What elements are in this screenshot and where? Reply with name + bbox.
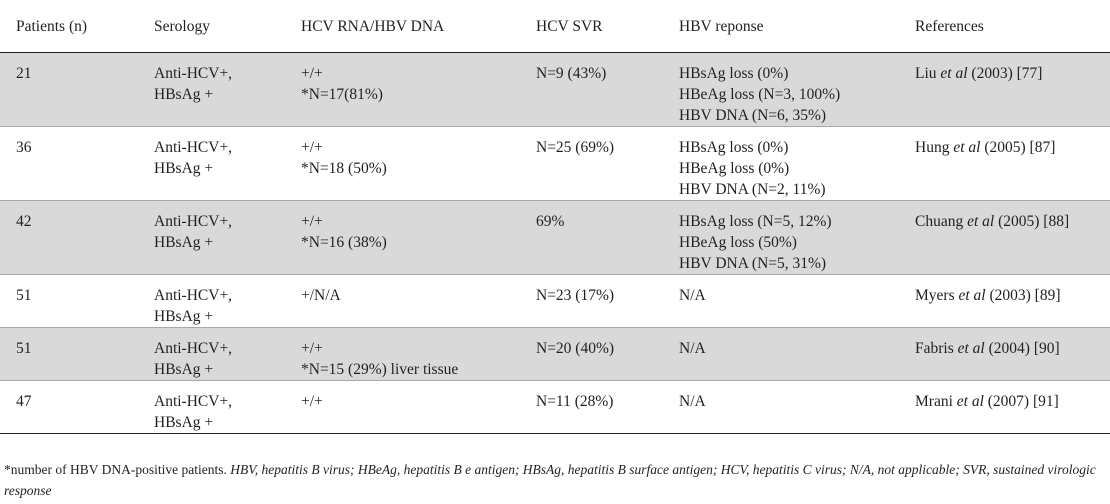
- cell-hbv-response-line: N/A: [679, 392, 706, 410]
- cell-patients: 42: [0, 200, 138, 274]
- cell-serology-line: HBsAg +: [154, 233, 214, 251]
- cell-rna-dna: [285, 200, 520, 274]
- reference-author: Fabris: [915, 339, 958, 357]
- cell-serology: [138, 327, 285, 380]
- cell-serology: [138, 52, 285, 126]
- table-row: [0, 380, 1110, 433]
- cell-patients: 47: [16, 392, 32, 410]
- cell-reference: [899, 274, 1110, 327]
- cell-reference: [899, 126, 1110, 200]
- cell-reference: [899, 200, 1110, 274]
- reference-etal: et al: [958, 286, 986, 304]
- cell-serology: [138, 126, 285, 200]
- cell-svr: N=11 (28%): [536, 392, 614, 410]
- reference-author: Liu: [915, 64, 941, 82]
- cell-rna-dna-line: +/+: [301, 212, 323, 230]
- table-row: [0, 200, 1110, 274]
- cell-patients: 21: [0, 52, 138, 126]
- cell-rna-dna-line: +/+: [301, 64, 323, 82]
- reference-etal: et al: [967, 212, 995, 230]
- cell-rna-dna-line: *N=16 (38%): [301, 233, 387, 251]
- cell-serology-line: Anti-HCV+,: [154, 286, 233, 304]
- cell-serology: [138, 200, 285, 274]
- cell-serology-line: HBsAg +: [154, 307, 214, 325]
- reference-author: Mrani: [915, 392, 957, 410]
- cell-hbv-response-line: HBsAg loss (N=5, 12%): [679, 212, 832, 230]
- cell-rna-dna: [285, 126, 520, 200]
- cell-rna-dna: [285, 327, 520, 380]
- cell-hbv-response-line: HBeAg loss (50%): [679, 233, 797, 251]
- reference-etal: et al: [956, 392, 984, 410]
- header-svr: HCV SVR: [520, 0, 663, 52]
- cell-hbv-response-line: HBsAg loss (0%): [679, 64, 789, 82]
- header-references: References: [899, 0, 1110, 52]
- cell-hbv-response-line: HBsAg loss (0%): [679, 138, 789, 156]
- header-serology: Serology: [138, 0, 285, 52]
- cell-patients: 51: [0, 327, 138, 380]
- cell-reference: [899, 380, 1110, 433]
- cell-hbv-response-line: HBV DNA (N=6, 35%): [679, 106, 827, 124]
- cell-patients: 36: [16, 138, 32, 156]
- cell-serology-line: Anti-HCV+,: [154, 339, 233, 357]
- header-hbv-response: HBV reponse: [663, 0, 899, 52]
- cell-hbv-response: [663, 274, 899, 327]
- cell-svr: N=25 (69%): [536, 138, 615, 156]
- cell-svr: N=9 (43%): [520, 52, 663, 126]
- cell-hbv-response-line: HBeAg loss (0%): [679, 159, 790, 177]
- cell-rna-dna-line: +/+: [301, 339, 323, 357]
- cell-reference: [899, 327, 1110, 380]
- cell-serology-line: HBsAg +: [154, 360, 214, 378]
- table-row: [0, 126, 1110, 200]
- reference-etal: et al: [953, 138, 981, 156]
- cell-rna-dna: [285, 380, 520, 433]
- cell-rna-dna-line: *N=18 (50%): [301, 159, 387, 177]
- table-footnote: [4, 459, 1104, 501]
- cell-hbv-response-line: HBeAg loss (N=3, 100%): [679, 85, 841, 103]
- cell-hbv-response-line: HBV DNA (N=2, 11%): [679, 180, 826, 198]
- cell-hbv-response-line: N/A: [679, 339, 706, 357]
- reference-etal: et al: [957, 339, 985, 357]
- reference-author: Chuang: [915, 212, 968, 230]
- cell-hbv-response: [663, 126, 899, 200]
- table-row: [0, 274, 1110, 327]
- cell-rna-dna: [285, 52, 520, 126]
- table-row: [0, 327, 1110, 380]
- reference-etal: et al: [940, 64, 968, 82]
- cell-hbv-response-line: HBV DNA (N=5, 31%): [679, 254, 827, 272]
- cell-rna-dna-line: *N=15 (29%) liver tissue: [301, 360, 459, 378]
- reference-year-citation: (2007) [91]: [983, 392, 1059, 410]
- cell-hbv-response: [663, 327, 899, 380]
- cell-rna-dna-line: +/N/A: [301, 286, 341, 304]
- cell-rna-dna-line: +/+: [301, 138, 323, 156]
- cell-hbv-response-line: N/A: [679, 286, 706, 304]
- cell-serology-line: Anti-HCV+,: [154, 392, 233, 410]
- cell-rna-dna: [285, 274, 520, 327]
- cell-serology-line: Anti-HCV+,: [154, 138, 233, 156]
- cell-svr: N=23 (17%): [536, 286, 615, 304]
- header-row: [0, 0, 1110, 52]
- cell-serology-line: Anti-HCV+,: [154, 64, 233, 82]
- reference-year-citation: (2005) [88]: [994, 212, 1070, 230]
- header-rna-dna: HCV RNA/HBV DNA: [285, 0, 520, 52]
- table-row: [0, 52, 1110, 126]
- cell-hbv-response: [663, 380, 899, 433]
- cell-rna-dna-line: +/+: [301, 392, 323, 410]
- cell-serology-line: HBsAg +: [154, 413, 214, 431]
- reference-year-citation: (2004) [90]: [984, 339, 1060, 357]
- footnote-abbreviations: HBV, hepatitis B virus; HBeAg, hepatitis B e antigen; HBsAg, hepatitis B surface antigen; HCV, hepatitis C virus; N/A, not applicable; SVR, sustained virologic response: [4, 462, 1096, 498]
- cell-serology-line: Anti-HCV+,: [154, 212, 233, 230]
- cell-reference: [899, 52, 1110, 126]
- reference-author: Myers: [915, 286, 959, 304]
- cell-serology: [138, 380, 285, 433]
- cell-serology-line: HBsAg +: [154, 159, 214, 177]
- cell-serology-line: HBsAg +: [154, 85, 214, 103]
- cell-svr: 69%: [520, 200, 663, 274]
- reference-year-citation: (2003) [89]: [985, 286, 1061, 304]
- cell-serology: [138, 274, 285, 327]
- cell-patients: 51: [16, 286, 32, 304]
- cell-hbv-response: [663, 52, 899, 126]
- cell-hbv-response: [663, 200, 899, 274]
- cell-rna-dna-line: *N=17(81%): [301, 85, 383, 103]
- cell-svr: N=20 (40%): [520, 327, 663, 380]
- reference-author: Hung: [915, 138, 954, 156]
- header-patients: Patients (n): [0, 0, 138, 52]
- reference-year-citation: (2003) [77]: [967, 64, 1043, 82]
- footnote-plain: *number of HBV DNA-positive patients.: [4, 462, 231, 477]
- reference-year-citation: (2005) [87]: [980, 138, 1056, 156]
